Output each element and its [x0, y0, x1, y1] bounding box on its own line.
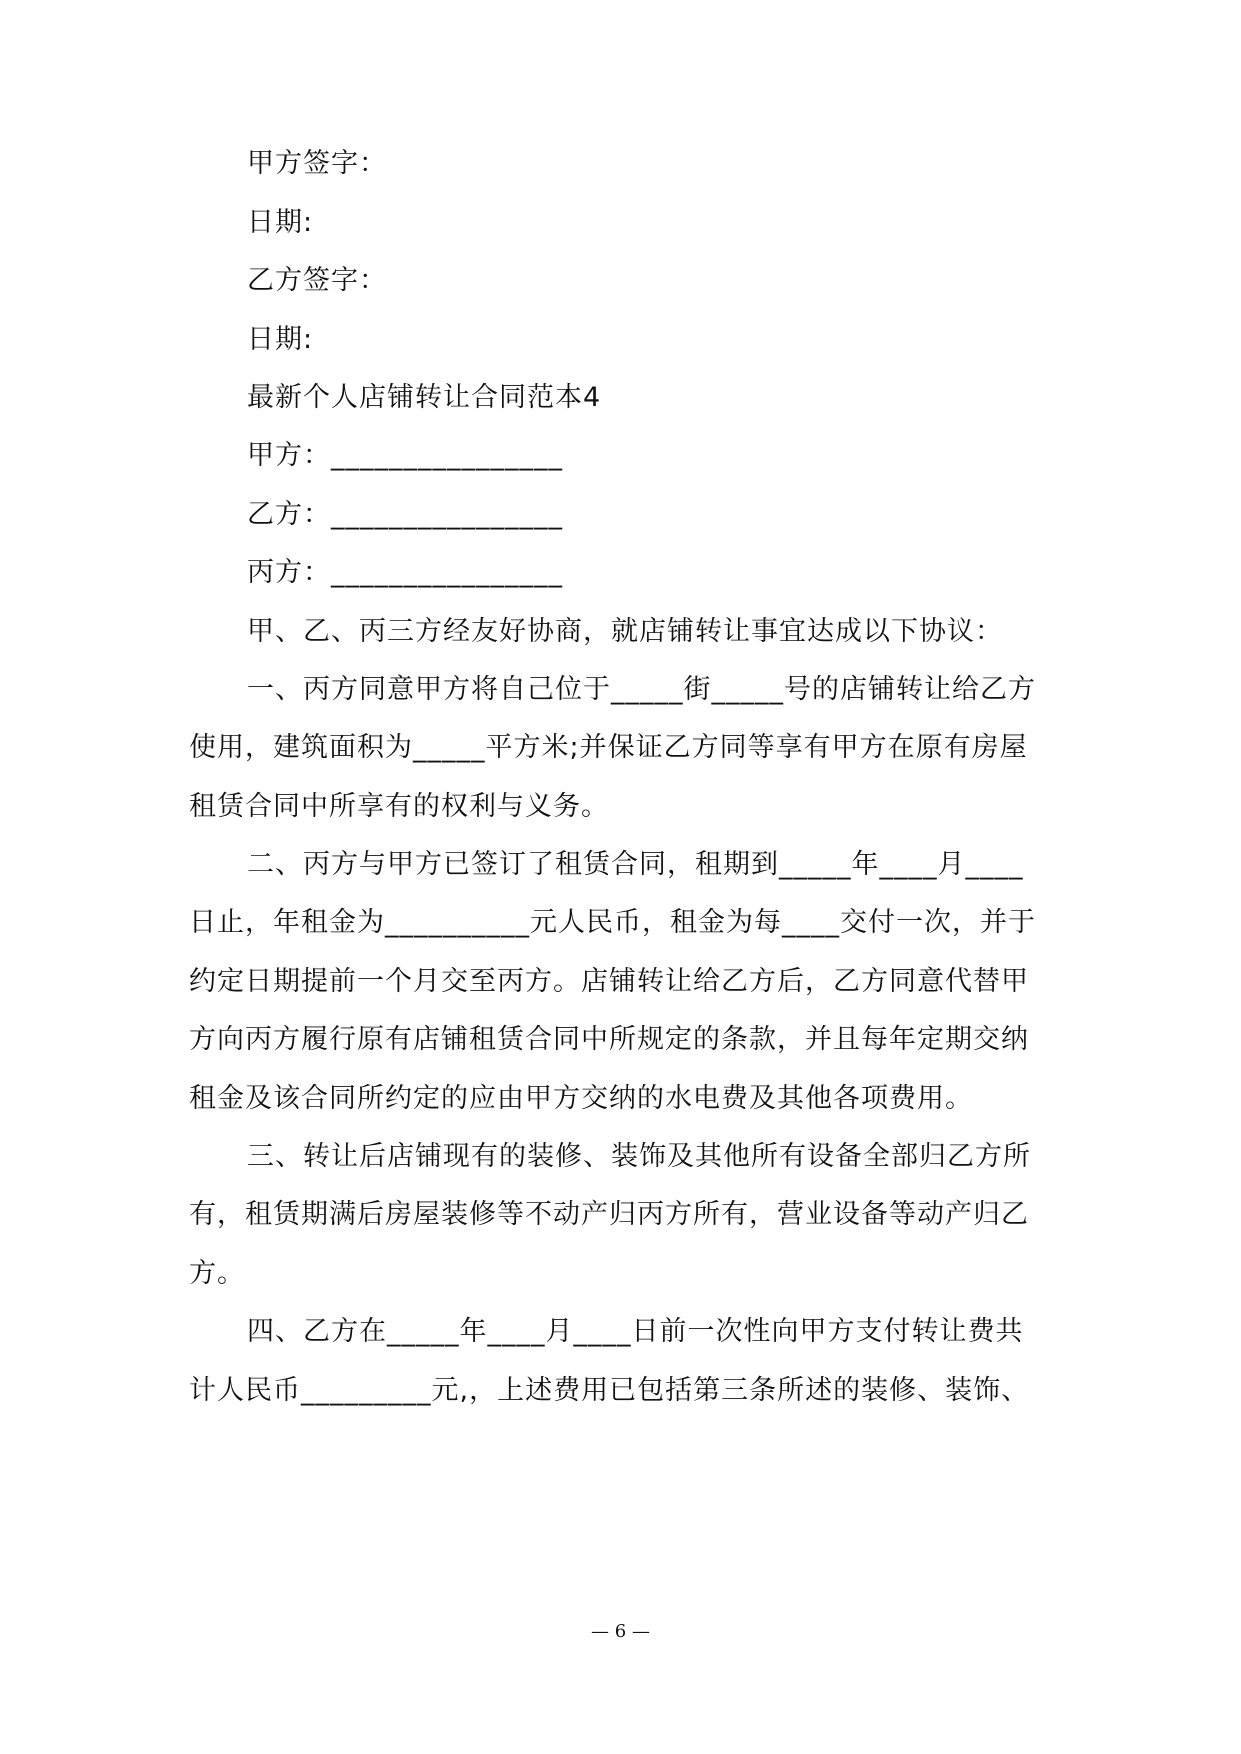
- party-a-signature-label: 甲方签字：: [247, 148, 387, 179]
- party-c-line: 丙方：________________: [247, 557, 563, 588]
- party-b-signature-label: 乙方签字：: [247, 265, 387, 296]
- date-label-2: 日期:: [247, 324, 314, 355]
- clause-3-line-2: 有，租赁期满后房屋装修等不动产归丙方所有，营业设备等动产归乙: [189, 1199, 1029, 1230]
- clause-1-line-2: 使用，建筑面积为_____平方米;并保证乙方同等享有甲方在原有房屋: [189, 732, 1028, 763]
- clause-2-line-1: 二、丙方与甲方已签订了租赁合同，租期到_____年____月____: [247, 849, 1024, 880]
- section-title: 最新个人店铺转让合同范本4: [247, 382, 602, 413]
- clause-4-line-2: 计人民币_________元,，上述费用已包括第三条所述的装修、装饰、: [189, 1375, 1030, 1406]
- page-number: — 6 —: [591, 1621, 650, 1642]
- clause-2-line-3: 约定日期提前一个月交至丙方。店铺转让给乙方后，乙方同意代替甲: [189, 966, 1029, 997]
- party-b-line: 乙方：________________: [247, 499, 563, 530]
- clause-3-line-3: 方。: [189, 1258, 245, 1289]
- clause-1-line-1: 一、丙方同意甲方将自己位于_____街_____号的店铺转让给乙方: [247, 674, 1036, 705]
- clause-1-line-3: 租赁合同中所享有的权利与义务。: [189, 791, 609, 822]
- agreement-intro: 甲、乙、丙三方经友好协商，就店铺转让事宜达成以下协议：: [247, 616, 1003, 647]
- clause-3-line-1: 三、转让后店铺现有的装修、装饰及其他所有设备全部归乙方所: [247, 1141, 1031, 1172]
- clause-2-line-4: 方向丙方履行原有店铺租赁合同中所规定的条款，并且每年定期交纳: [189, 1024, 1029, 1055]
- clause-2-line-2: 日止，年租金为__________元人民币，租金为每____交付一次，并于: [189, 907, 1036, 938]
- clause-4-line-1: 四、乙方在_____年____月____日前一次性向甲方支付转让费共: [247, 1316, 1024, 1347]
- party-a-line: 甲方：________________: [247, 440, 563, 471]
- date-label-1: 日期:: [247, 207, 314, 238]
- clause-2-line-5: 租金及该合同所约定的应由甲方交纳的水电费及其他各项费用。: [189, 1083, 973, 1114]
